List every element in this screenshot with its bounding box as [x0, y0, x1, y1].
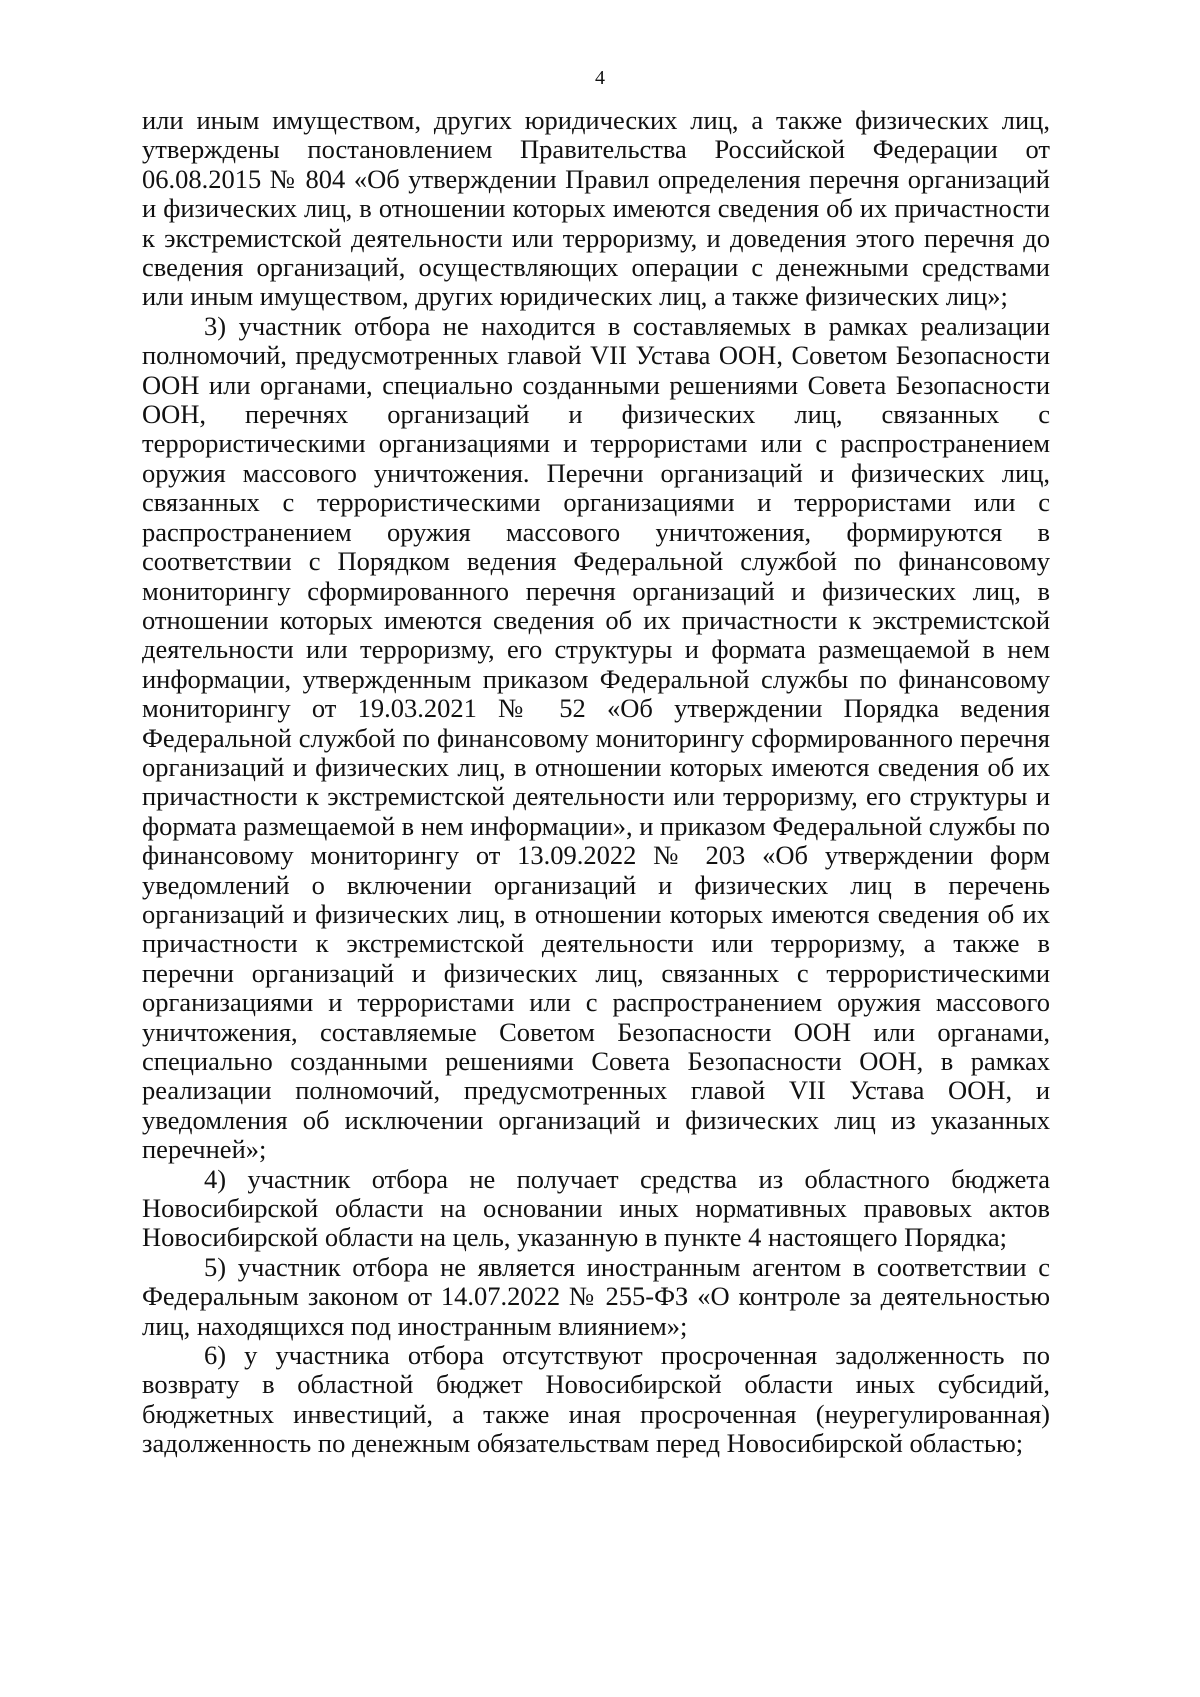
paragraph-item-5: 5) участник отбора не является иностранным агентом в соответствии с Федеральным законом от 14.07.2022 № 255-ФЗ «О контроле за деятельностью лиц, находящихся под иностранным влиянием»;	[142, 1251, 1050, 1341]
paragraph-continuation: или иным имуществом, других юридических лиц, а также физических лиц, утверждены постановлением Правительства Российской Федерации от 06.08.2015 № 804 «Об утверждении Правил определения перечня организаций и физических лиц, в отношении которых имеются сведения об их причастности к экстремистской деятельности или терроризму, и доведения этого перечня до сведения организаций, осуществляющих операции с денежными средствами или иным имуществом, других юридических лиц, а также физических лиц»;	[142, 105, 1050, 312]
page-number: 4	[595, 67, 605, 89]
paragraph-item-3: 3) участник отбора не находится в составляемых в рамках реализации полномочий, предусмотренных главой VII Устава ООН, Советом Безопасности ООН или органами, специально созданными решениями Совета Безопасности ООН, перечнях организаций и физических лиц, связанных с террористическими организациями и террористами или с распространением оружия массового уничтожения. Перечни организаций и физических лиц, связанных с террористическими организациями и террористами или с распространением оружия массового уничтожения, формируются в соответствии с Порядком ведения Федеральной службой по финансовому мониторингу сформированного перечня организаций и физических лиц, в отношении которых имеются сведения об их причастности к экстремистской деятельности или терроризму, его структуры и формата размещаемой в нем информации, утвержденным приказом Федеральной службы по финансовому мониторингу от 19.03.2021 № 52 «Об утверждении Порядка ведения Федеральной службой по финансовому мониторингу сформированного перечня организаций и физических лиц, в отношении которых имеются сведения об их причастности к экстремистской деятельности или терроризму, его структуры и формата размещаемой в нем информации», и приказом Федеральной службы по финансовому мониторингу от 13.09.2022 № 203 «Об утверждении форм уведомлений о включении организаций и физических лиц в перечень организаций и физических лиц, в отношении которых имеются сведения об их причастности к экстремистской деятельности или терроризму, а также в перечни организаций и физических лиц, связанных с террористическими организациями и террористами или с распространением оружия массового уничтожения, составляемые Советом Безопасности ООН или органами, специально созданными решениями Совета Безопасности ООН, в рамках реализации полномочий, предусмотренных главой VII Устава ООН, и уведомления об исключении организаций и физических лиц из указанных перечней»;	[142, 310, 1050, 1165]
paragraph-item-4: 4) участник отбора не получает средства из областного бюджета Новосибирской области на основании иных нормативных правовых актов Новосибирской области на цель, указанную в пункте 4 настоящего Порядка;	[142, 1163, 1050, 1253]
paragraph-item-6: 6) у участника отбора отсутствуют просроченная задолженность по возврату в областной бюджет Новосибирской области иных субсидий, бюджетных инвестиций, а также иная просроченная (неурегулированная) задолженность по денежным обязательствам перед Новосибирской областью;	[142, 1340, 1050, 1459]
document-body	[142, 106, 1050, 1459]
